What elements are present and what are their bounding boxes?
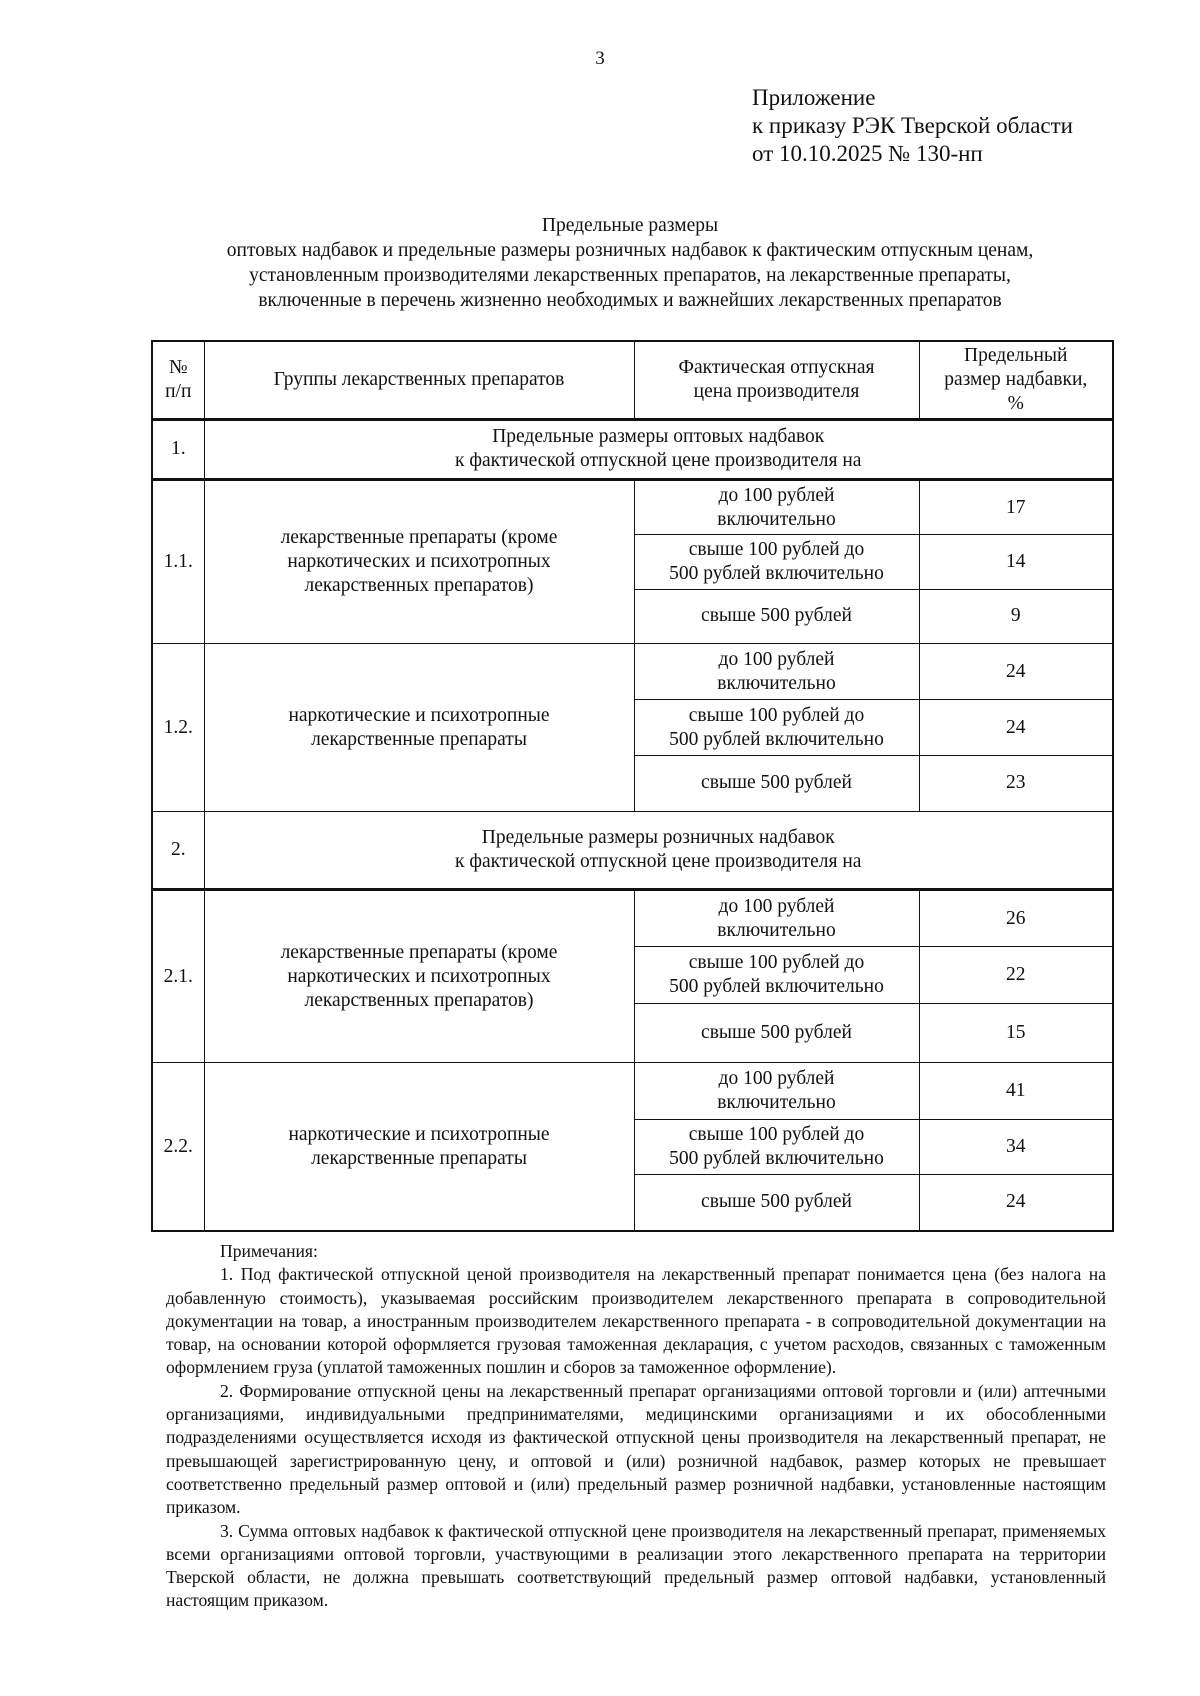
price-range: свыше 500 рублей: [634, 1174, 919, 1231]
note-item: 1. Под фактической отпускной ценой производителя на лекарственный препарат понимается цена (без налога на добавленную стоимость), указываемая российским производителем лекарственного препарата в сопроводительной документации на товар, а иностранным производителем лекарственного препарата - в сопроводительной документации на товар, на основании которой оформляется грузовая таможенная декларация, с учетом расходов, связанных с таможенным оформлением груза (уплатой таможенных пошлин и сборов за таможенное оформление).: [166, 1264, 1106, 1378]
header-group: Группы лекарственных препаратов: [204, 341, 634, 419]
markup-value: 24: [919, 700, 1113, 755]
section-row: [152, 812, 1113, 890]
note-item: 2. Формирование отпускной цены на лекарственный препарат организациями оптовой торговли и (или) аптечными организациями, индивидуальными предпринимателями, медицинскими организациями и их обособленными подразделениями осуществляется исходя из фактической отпускной цены производителя на лекарственный препарат, не превышающей зарегистрированную цену, и оптовой и (или) розничной надбавок, размер которых не превышает соответственно предельный размер оптовой и (или) предельный размер розничной надбавки, установленные настоящим приказом.: [166, 1380, 1106, 1518]
section-num: 2.: [152, 812, 204, 890]
price-range: свыше 100 рублей до 500 рублей включительно: [634, 700, 919, 755]
markup-value: 22: [919, 947, 1113, 1003]
markup-value: 24: [919, 1174, 1113, 1231]
markup-value: 14: [919, 535, 1113, 589]
header-markup: Предельный размер надбавки, %: [919, 341, 1113, 419]
price-range: свыше 500 рублей: [634, 755, 919, 811]
price-range: до 100 рублей включительно: [634, 644, 919, 700]
table-row: [152, 1063, 1113, 1119]
table-row: [152, 644, 1113, 700]
note-item: 3. Сумма оптовых надбавок к фактической отпускной цене производителя на лекарственный препарат, применяемых всеми организациями оптовой торговли, участвующими в реализации этого лекарственного препарата на территории Тверской области, не должна превышать соответствующий предельный размер оптовой надбавки, установленный настоящим приказом.: [166, 1520, 1106, 1611]
title-line: установленным производителями лекарственных препаратов, на лекарственные препараты,: [249, 265, 1011, 286]
header-num: № п/п: [152, 341, 204, 419]
appendix-line: Приложение: [752, 85, 876, 110]
price-range: свыше 500 рублей: [634, 1003, 919, 1062]
group-name: лекарственные препараты (кроме наркотических и психотропных лекарственных препаратов): [204, 479, 634, 643]
title-line: включенные в перечень жизненно необходимых и важнейших лекарственных препаратов: [258, 290, 1002, 311]
markup-value: 15: [919, 1003, 1113, 1062]
markup-value: 17: [919, 479, 1113, 534]
group-name: лекарственные препараты (кроме наркотических и психотропных лекарственных препаратов): [204, 890, 634, 1063]
price-range: свыше 100 рублей до 500 рублей включительно: [634, 947, 919, 1003]
appendix-line: от 10.10.2025 № 130-нп: [752, 141, 983, 166]
page-number: 3: [595, 48, 605, 69]
price-range: до 100 рублей включительно: [634, 890, 919, 947]
price-range: свыше 500 рублей: [634, 589, 919, 643]
markup-table: [151, 340, 1114, 1232]
section-row: [152, 419, 1113, 479]
price-range: до 100 рублей включительно: [634, 1063, 919, 1119]
markup-value: 34: [919, 1119, 1113, 1174]
title-line: оптовых надбавок и предельные размеры розничных надбавок к фактическим отпускным ценам,: [226, 240, 1034, 261]
section-title: Предельные размеры оптовых надбавок к фактической отпускной цене производителя на: [204, 419, 1113, 479]
notes-section: [166, 1240, 1106, 1613]
group-num: 2.2.: [152, 1063, 204, 1231]
group-num: 1.1.: [152, 479, 204, 643]
price-range: до 100 рублей включительно: [634, 479, 919, 534]
markup-value: 41: [919, 1063, 1113, 1119]
price-range: свыше 100 рублей до 500 рублей включительно: [634, 535, 919, 589]
title-line: Предельные размеры: [541, 215, 719, 236]
group-num: 1.2.: [152, 644, 204, 812]
section-title: Предельные размеры розничных надбавок к фактической отпускной цене производителя на: [204, 812, 1113, 890]
notes-title: Примечания:: [220, 1241, 318, 1261]
group-name: наркотические и психотропные лекарственные препараты: [204, 644, 634, 812]
document-title: [90, 213, 1170, 313]
table-header-row: [152, 341, 1113, 419]
group-num: 2.1.: [152, 890, 204, 1063]
markup-value: 24: [919, 644, 1113, 700]
table-row: [152, 479, 1113, 534]
group-name: наркотические и психотропные лекарственные препараты: [204, 1063, 634, 1231]
appendix-header: [752, 84, 1073, 168]
appendix-line: к приказу РЭК Тверской области: [752, 113, 1073, 138]
markup-value: 26: [919, 890, 1113, 947]
price-range: свыше 100 рублей до 500 рублей включительно: [634, 1119, 919, 1174]
markup-value: 9: [919, 589, 1113, 643]
markup-value: 23: [919, 755, 1113, 811]
header-price: Фактическая отпускная цена производителя: [634, 341, 919, 419]
section-num: 1.: [152, 419, 204, 479]
table-row: [152, 890, 1113, 947]
